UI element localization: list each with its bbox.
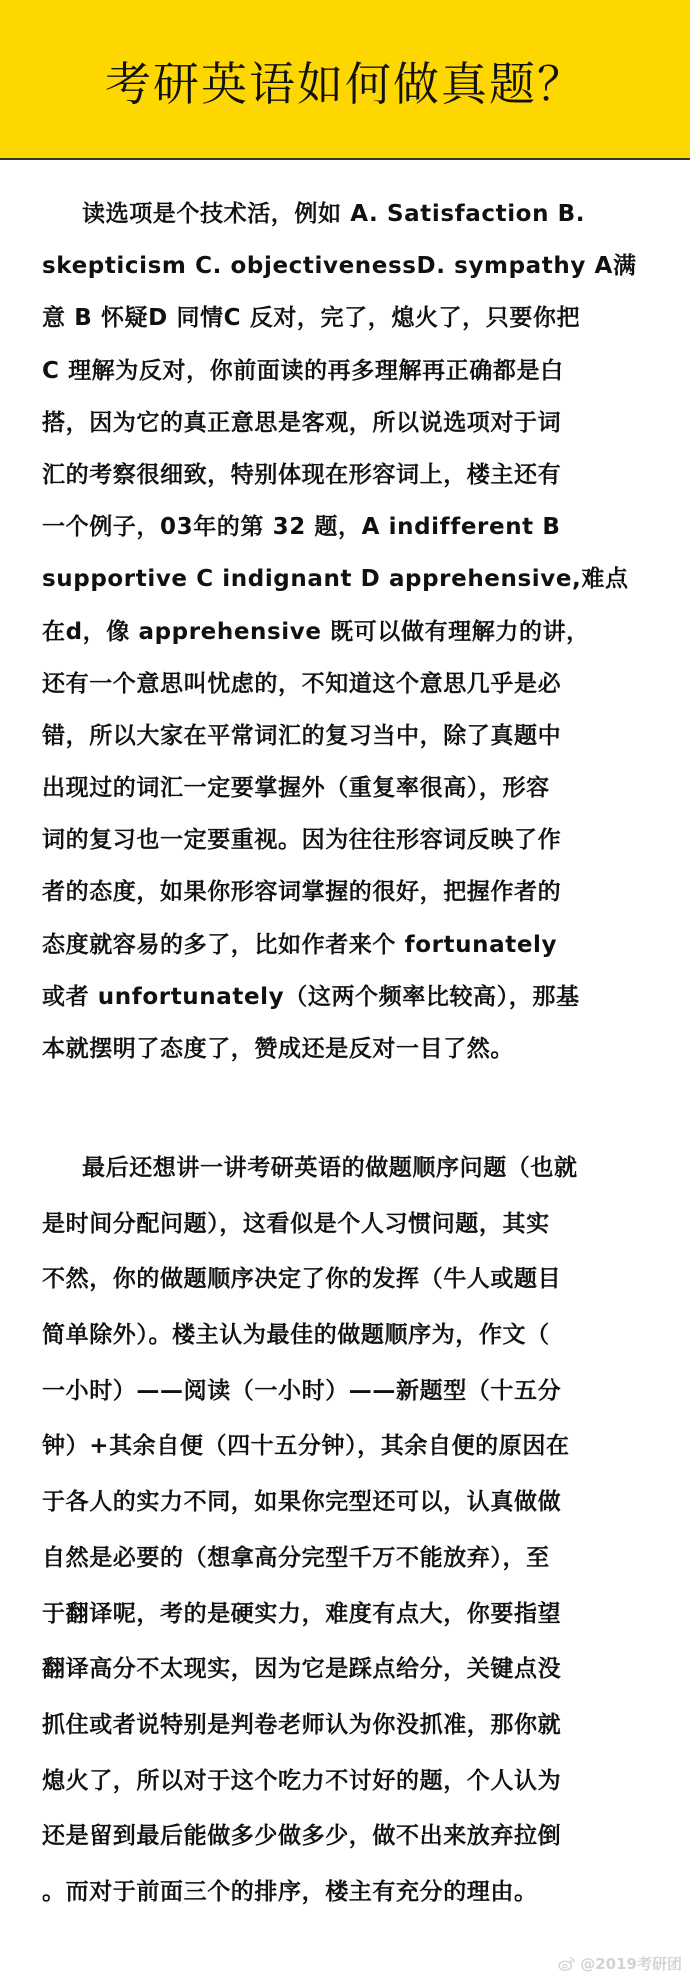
watermark <box>558 1953 682 1974</box>
watermark-text: @2019考研团 <box>580 1955 682 1973</box>
paragraph-line: 于翻译呢，考的是硬实力，难度有点大，你要指望 <box>42 1600 562 1627</box>
paragraph-line: 还是留到最后能做多少做多少，做不出来放弃拉倒 <box>42 1823 562 1850</box>
paragraph-line: 错，所以大家在平常词汇的复习当中，除了真题中 <box>42 722 562 749</box>
paragraph-line: 还有一个意思叫忧虑的，不知道这个意思几乎是必 <box>42 670 562 697</box>
paragraph-line: 最后还想讲一讲考研英语的做题顺序问题（也就 <box>82 1155 578 1181</box>
paragraph-line: 出现过的词汇一定要掌握外（重复率很高），形容 <box>42 775 550 802</box>
paragraph-line: supportive C indignant D apprehensive,难点 <box>42 566 629 593</box>
paragraph-line: 一小时）——阅读（一小时）——新题型（十五分 <box>42 1377 562 1404</box>
weibo-icon <box>558 1956 576 1972</box>
paragraph-2 <box>42 1141 652 1921</box>
paragraph-line: 读选项是个技术活，例如 A. Satisfaction B. <box>82 201 586 227</box>
paragraph-line: 汇的考察很细致，特别体现在形容词上，楼主还有 <box>42 461 562 488</box>
paragraph-line: 于各人的实力不同，如果你完型还可以，认真做做 <box>42 1489 562 1516</box>
paragraph-line: 或者 unfortunately（这两个频率比较高），那基 <box>42 983 580 1010</box>
paragraph-line: 意 B 怀疑D 同情C 反对，完了，熄火了，只要你把 <box>42 305 581 332</box>
paragraph-line: 自然是必要的（想拿高分完型千万不能放弃），至 <box>42 1544 550 1571</box>
paragraph-line: 一个例子，03年的第 32 题，A indifferent B <box>42 514 561 541</box>
paragraph-line: 词的复习也一定要重视。因为往往形容词反映了作 <box>42 827 562 854</box>
title-banner <box>0 0 690 160</box>
paragraph-line: 钟）+其余自便（四十五分钟），其余自便的原因在 <box>42 1433 570 1460</box>
paragraph-line: 翻译高分不太现实，因为它是踩点给分，关键点没 <box>42 1656 562 1683</box>
paragraph-line: 搭，因为它的真正意思是客观，所以说选项对于词 <box>42 409 562 436</box>
paragraph-line: 抓住或者说特别是判卷老师认为你没抓准，那你就 <box>42 1711 562 1738</box>
paragraph-line: 。而对于前面三个的排序，楼主有充分的理由。 <box>42 1878 538 1905</box>
paragraph-line: 态度就容易的多了，比如作者来个 fortunately <box>42 931 558 958</box>
paragraph-line: 是时间分配问题），这看似是个人习惯问题，其实 <box>42 1210 550 1237</box>
paragraph-line: 熄火了，所以对于这个吃力不讨好的题，个人认为 <box>42 1767 562 1794</box>
paragraph-line: 者的态度，如果你形容词掌握的很好，把握作者的 <box>42 879 562 906</box>
paragraph-line: 在d，像 apprehensive 既可以做有理解力的讲， <box>42 618 590 645</box>
page-title: 考研英语如何做真题？ <box>105 57 585 111</box>
paragraph-1 <box>42 188 652 1075</box>
paragraph-line: skepticism C. objectivenessD. sympathy A满 <box>42 253 637 280</box>
paragraph-line: C 理解为反对，你前面读的再多理解再正确都是白 <box>42 357 564 384</box>
paragraph-line: 本就摆明了态度了，赞成还是反对一目了然。 <box>42 1036 514 1062</box>
paragraph-line: 不然，你的做题顺序决定了你的发挥（牛人或题目 <box>42 1266 562 1293</box>
paragraph-line: 简单除外）。楼主认为最佳的做题顺序为，作文（ <box>42 1322 550 1349</box>
